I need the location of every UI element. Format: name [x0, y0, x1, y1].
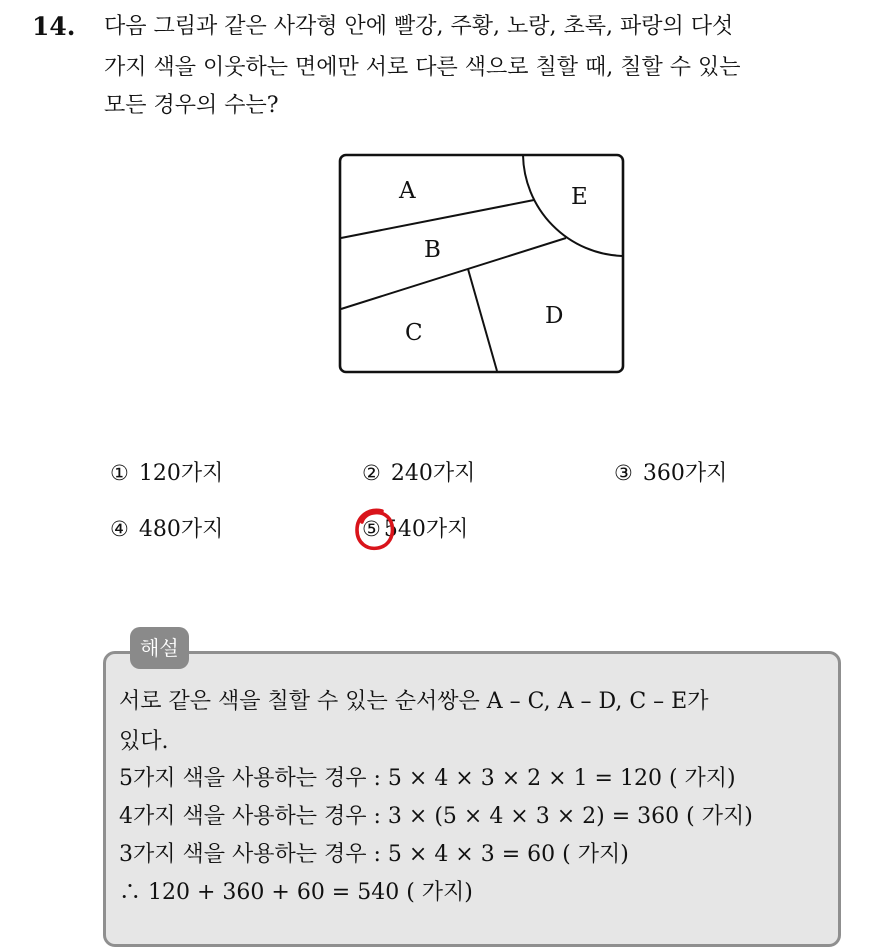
- region-diagram: [338, 152, 626, 376]
- region-label-c: C: [405, 320, 423, 346]
- choice-3-text: 360가지: [642, 461, 728, 486]
- choice-2-number: ②: [362, 461, 381, 485]
- solution-line-6: ∴ 120 + 360 + 60 = 540 ( 가지): [119, 880, 473, 905]
- choice-2[interactable]: [362, 458, 475, 489]
- region-label-d: D: [545, 303, 564, 329]
- choice-4[interactable]: [110, 514, 223, 545]
- solution-line-2: 있다.: [119, 729, 169, 754]
- choice-1-number: ①: [110, 461, 129, 485]
- choice-4-number: ④: [110, 517, 129, 541]
- solution-line-5: 3가지 색을 사용하는 경우 : 5 × 4 × 3 = 60 ( 가지): [119, 842, 629, 867]
- question-number: 14.: [32, 12, 76, 41]
- region-label-b: B: [424, 237, 441, 263]
- question-text-line-2: 가지 색을 이웃하는 면에만 서로 다른 색으로 칠할 때, 칠할 수 있는: [104, 55, 741, 80]
- solution-line-3: 5가지 색을 사용하는 경우 : 5 × 4 × 3 × 2 × 1 = 120 ( 가지): [119, 766, 736, 791]
- region-label-a: A: [399, 178, 416, 204]
- solution-tag: 해설: [130, 627, 189, 669]
- solution-line-1: 서로 같은 색을 칠할 수 있는 순서쌍은 A – C, A – D, C – E가: [119, 689, 709, 714]
- question-text-line-1: 다음 그림과 같은 사각형 안에 빨강, 주황, 노랑, 초록, 파랑의 다섯: [104, 14, 734, 39]
- choice-5[interactable]: [362, 514, 468, 545]
- choice-5-text: 540가지: [383, 517, 469, 542]
- choice-1-text: 120가지: [138, 461, 224, 486]
- choice-3-number: ③: [614, 461, 633, 485]
- region-label-e: E: [571, 184, 588, 210]
- choice-2-text: 240가지: [390, 461, 476, 486]
- choice-1[interactable]: [110, 458, 223, 489]
- choice-5-number: ⑤: [362, 517, 381, 541]
- choice-4-text: 480가지: [138, 517, 224, 542]
- question-text-line-3: 모든 경우의 수는?: [104, 93, 279, 118]
- solution-line-4: 4가지 색을 사용하는 경우 : 3 × (5 × 4 × 3 × 2) = 360 ( 가지): [119, 804, 753, 829]
- choice-3[interactable]: [614, 458, 727, 489]
